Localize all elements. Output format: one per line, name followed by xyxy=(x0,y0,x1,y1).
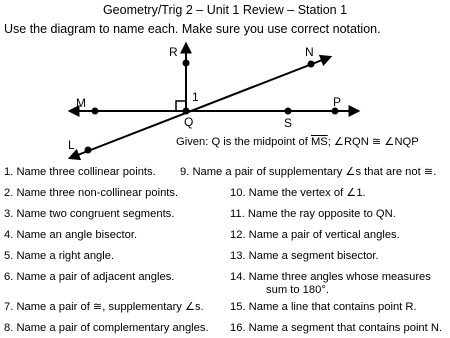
question-16: 16. Name a segment that contains point N. xyxy=(230,322,443,334)
question-11: 11. Name the ray opposite to QN. xyxy=(230,208,396,220)
question-10: 10. Name the vertex of ∠1. xyxy=(230,187,366,199)
question-13: 13. Name a segment bisector. xyxy=(230,250,379,262)
point-s xyxy=(285,108,292,115)
label-s: S xyxy=(284,116,293,130)
label-l: L xyxy=(68,138,75,152)
label-r: R xyxy=(169,45,178,59)
question-9: 9. Name a pair of supplementary ∠s that are not ≅. xyxy=(180,166,437,178)
question-15: 15. Name a line that contains point R. xyxy=(230,301,417,313)
question-12: 12. Name a pair of vertical angles. xyxy=(230,229,400,241)
question-4: 4. Name an angle bisector. xyxy=(4,229,138,241)
label-n: N xyxy=(305,45,314,59)
question-6: 6. Name a pair of adjacent angles. xyxy=(4,271,175,283)
given-prefix: Given: Q is the midpoint of xyxy=(176,136,311,148)
label-angle-1: 1 xyxy=(192,90,199,104)
instructions: Use the diagram to name each. Make sure you use correct notation. xyxy=(4,22,381,36)
given-statement xyxy=(176,136,419,149)
given-segment: $\overline{MS}$ xyxy=(310,136,328,148)
question-5: 5. Name a right angle. xyxy=(4,250,115,262)
question-1: 1. Name three collinear points. xyxy=(4,166,156,178)
question-2: 2. Name three non-collinear points. xyxy=(4,187,179,199)
point-l xyxy=(85,147,92,154)
label-m: M xyxy=(76,96,86,110)
point-m xyxy=(92,108,99,115)
page-title: Geometry/Trig 2 – Unit 1 Review – Station 1 xyxy=(102,3,348,17)
point-r xyxy=(183,60,190,67)
question-3: 3. Name two congruent segments. xyxy=(4,208,175,220)
point-n xyxy=(308,61,315,68)
label-p: P xyxy=(333,95,342,109)
question-14: 14. Name three angles whose measures xyxy=(230,271,431,283)
point-q xyxy=(183,108,190,115)
given-suffix: ; ∠RQN ≅ ∠NQP xyxy=(327,136,419,148)
question-8: 8. Name a pair of complementary angles. xyxy=(4,322,209,334)
question-7: 7. Name a pair of ≅, supplementary ∠s. xyxy=(4,301,204,313)
label-q: Q xyxy=(184,115,194,129)
question-14-continued: sum to 180°. xyxy=(266,284,329,296)
